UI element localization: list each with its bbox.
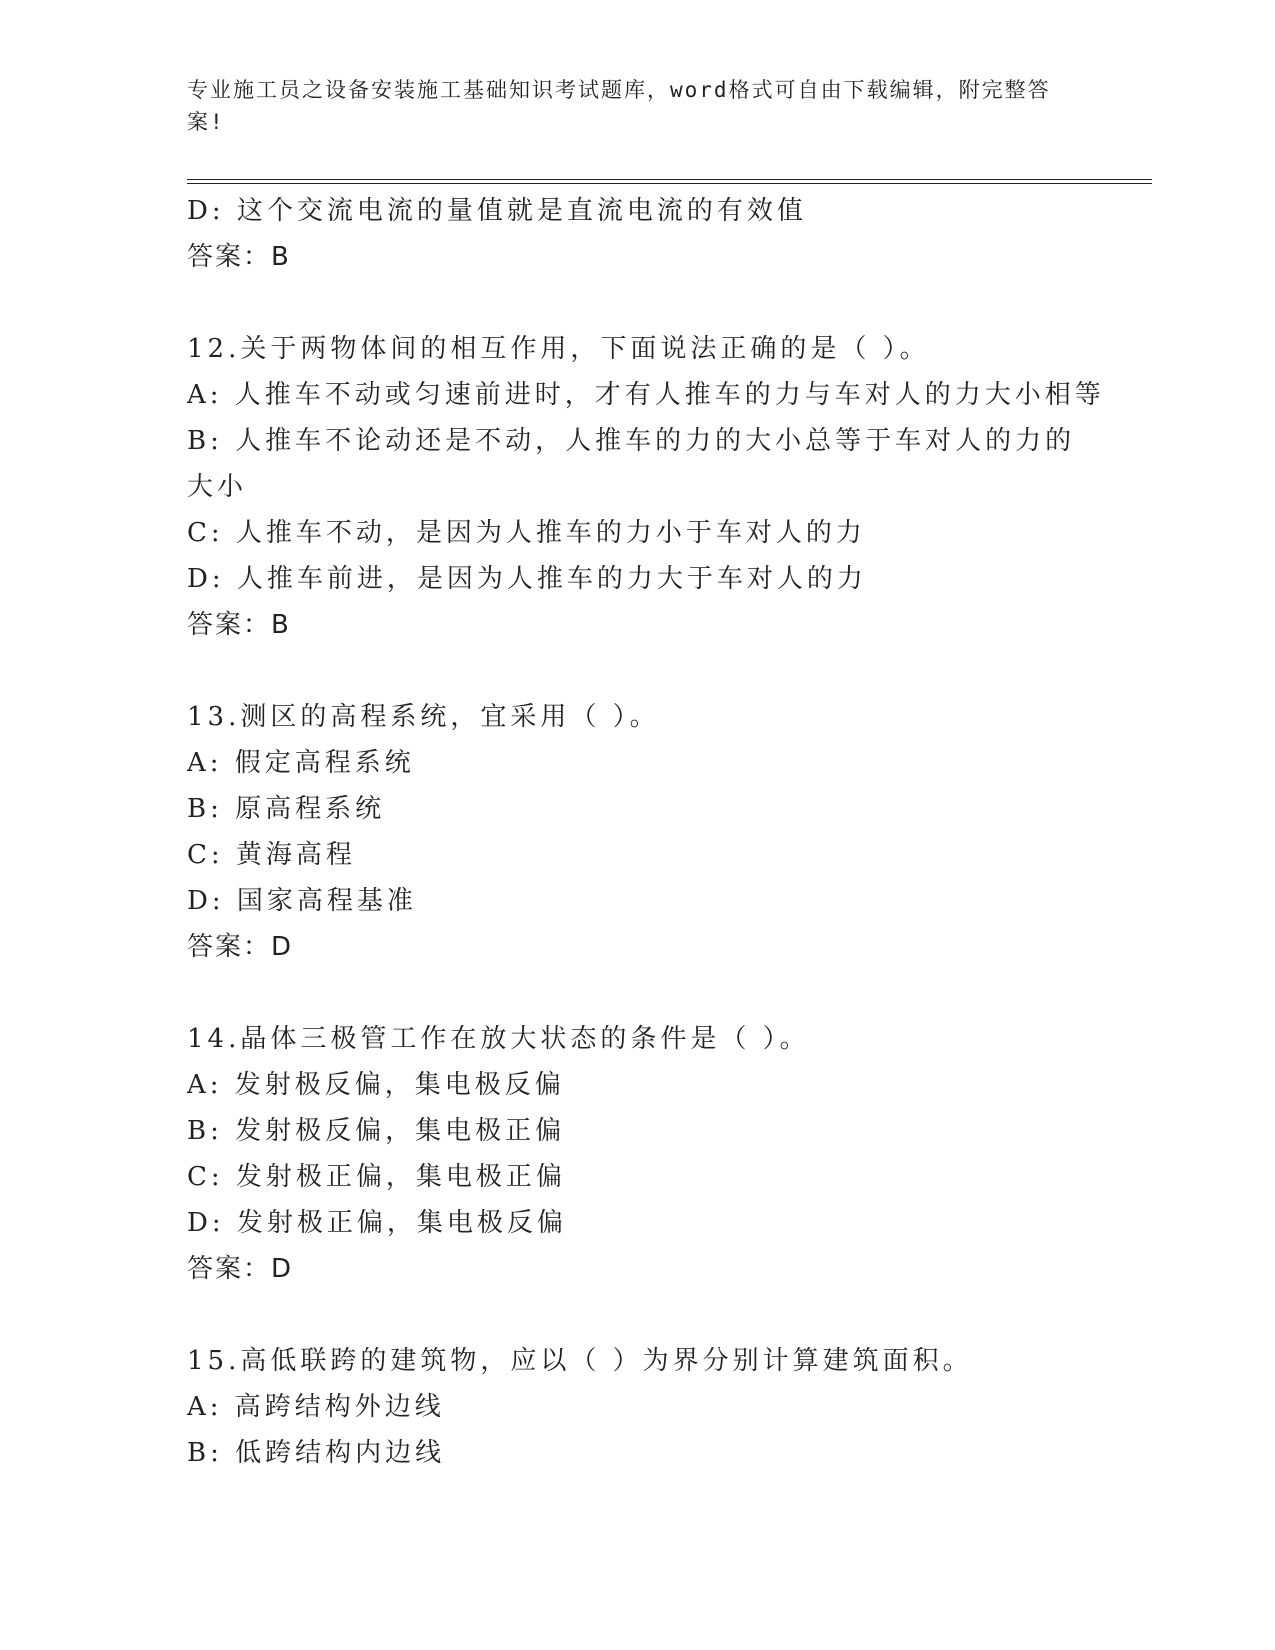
- question-14: [187, 1016, 1077, 1292]
- question-list: [187, 188, 1105, 1476]
- question-stem: 12.关于两物体间的相互作用，下面说法正确的是（ ）。: [187, 334, 930, 364]
- option-c: C: 人推车不动，是因为人推车的力小于车对人的力: [187, 518, 866, 548]
- question-stem: 14.晶体三极管工作在放大状态的条件是（ ）。: [187, 1024, 810, 1054]
- answer: 答案：B: [187, 242, 291, 272]
- option-d: D: 人推车前进，是因为人推车的力大于车对人的力: [187, 564, 867, 594]
- option-a: A: 人推车不动或匀速前进时，才有人推车的力与车对人的力大小相等: [187, 380, 1105, 410]
- option-d: D: 国家高程基准: [187, 886, 417, 916]
- option-b: B: 发射极反偏，集电极正偏: [187, 1116, 566, 1146]
- option-b: B: 人推车不论动还是不动，人推车的力的大小总等于车对人的力的大小: [187, 426, 1076, 502]
- question-12: [187, 326, 1105, 648]
- option-a: A: 假定高程系统: [187, 748, 415, 778]
- answer: 答案：B: [187, 610, 291, 640]
- header-divider: [187, 179, 1152, 184]
- question-15: [187, 1338, 1077, 1476]
- question-13: [187, 694, 1077, 970]
- option-b: B: 原高程系统: [187, 794, 386, 824]
- spacer: [187, 648, 1077, 694]
- answer: 答案：D: [187, 1254, 294, 1284]
- option-d: D: 这个交流电流的量值就是直流电流的有效值: [187, 196, 807, 226]
- spacer: [187, 280, 1077, 326]
- option-b: B: 低跨结构内边线: [187, 1438, 446, 1468]
- option-a: A: 高跨结构外边线: [187, 1392, 445, 1422]
- question-stem: 13.测区的高程系统，宜采用（ ）。: [187, 702, 660, 732]
- document-header: 专业施工员之设备安装施工基础知识考试题库，word格式可自由下载编辑，附完整答案!: [187, 78, 1051, 134]
- option-c: C: 发射极正偏，集电极正偏: [187, 1162, 566, 1192]
- spacer: [187, 970, 1077, 1016]
- answer: 答案：D: [187, 932, 294, 962]
- option-d: D: 发射极正偏，集电极反偏: [187, 1208, 567, 1238]
- question-stem: 15.高低联跨的建筑物，应以（ ）为界分别计算建筑面积。: [187, 1346, 973, 1376]
- option-c: C: 黄海高程: [187, 840, 356, 870]
- option-a: A: 发射极反偏，集电极反偏: [187, 1070, 565, 1100]
- spacer: [187, 1292, 1077, 1338]
